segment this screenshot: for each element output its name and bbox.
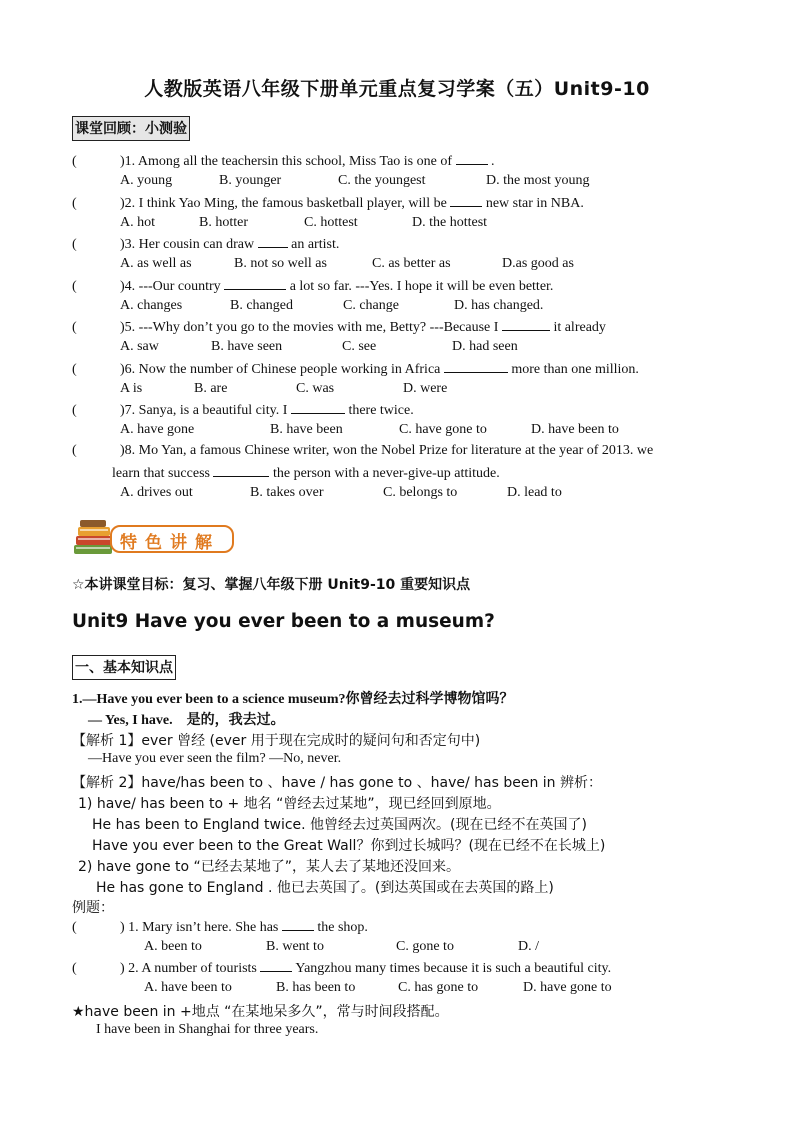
option-d[interactable]: D.as good as — [502, 256, 574, 271]
answer-blank[interactable] — [450, 194, 482, 207]
option-c[interactable]: C. change — [343, 297, 399, 313]
answer-blank[interactable] — [456, 152, 488, 165]
question-text: )8. Mo Yan, a famous Chinese writer, won the Nobel Prize for literature at the year of 2013. we — [120, 442, 654, 458]
example-1-options — [144, 939, 539, 955]
quiz-question — [72, 194, 584, 212]
answer-en: — Yes, I have. — [88, 713, 173, 728]
answer-paren[interactable]: ( — [72, 154, 77, 169]
star-note-example: I have been in Shanghai for three years. — [96, 1022, 319, 1037]
question-text: )1. Among all the teachersin this school, Miss Tao is one of — [120, 154, 452, 169]
option-c[interactable]: C. gone to — [396, 939, 454, 954]
question-tail: an artist. — [291, 237, 340, 252]
feature-banner — [72, 519, 237, 559]
option-c[interactable]: C. as better as — [372, 256, 451, 271]
question-text: )6. Now the number of Chinese people working in Africa — [120, 361, 441, 377]
answer-zh: 是的，我去过。 — [186, 712, 285, 728]
option-b[interactable]: B. changed — [230, 297, 293, 313]
option-a[interactable]: A. as well as — [120, 256, 192, 271]
option-a[interactable]: A. been to — [144, 939, 202, 954]
option-b[interactable]: B. have seen — [211, 339, 283, 354]
question-tail: it already — [553, 320, 606, 335]
unit-heading: Unit9 Have you ever been to a museum? — [72, 611, 495, 632]
answer-blank[interactable] — [213, 464, 269, 477]
lesson-goal: ☆本讲课堂目标：复习、掌握八年级下册 Unit9-10 重要知识点 — [72, 577, 471, 593]
question-tail: . — [491, 154, 495, 169]
option-b[interactable]: B. are — [194, 380, 228, 396]
option-d[interactable]: D. have gone to — [523, 980, 612, 995]
example-question-2: ( ) 2. A number of tourists Yangzhou many times because it is such a beautiful city. — [72, 961, 612, 976]
option-b[interactable]: B. not so well as — [234, 256, 327, 271]
option-a[interactable]: A. drives out — [120, 484, 193, 500]
answer-blank[interactable] — [502, 318, 550, 331]
quiz-question — [72, 360, 639, 378]
question-text: learn that success — [112, 465, 210, 481]
question-tail: the person with a never-give-up attitude. — [272, 465, 500, 481]
option-d[interactable]: D. the hottest — [412, 214, 488, 230]
option-b[interactable]: B. went to — [266, 939, 324, 954]
option-d[interactable]: D. / — [518, 939, 539, 954]
question-tail: a lot so far. ---Yes. I hope it will be even better. — [289, 278, 554, 294]
example-question-2-tail: Yangzhou many times because it is such a beautiful city. — [295, 961, 612, 976]
analysis-1-example: —Have you ever seen the film? —No, never. — [88, 751, 342, 766]
answer-blank[interactable] — [260, 959, 292, 972]
answer-blank[interactable] — [258, 235, 288, 248]
quiz-question — [72, 443, 653, 459]
option-b[interactable]: B. takes over — [250, 484, 324, 500]
option-d[interactable]: D. the most young — [486, 173, 590, 188]
quiz-question — [72, 401, 414, 419]
answer-paren[interactable]: ( — [72, 237, 77, 252]
option-c[interactable]: C. have gone to — [399, 422, 487, 437]
section-heading: 一、基本知识点 — [72, 655, 176, 680]
option-c[interactable]: C. was — [296, 380, 335, 396]
quiz-question — [72, 152, 495, 170]
option-d[interactable]: D. were — [403, 380, 448, 396]
question-continuation — [112, 464, 500, 482]
question-text: )5. ---Why don’t you go to the movies with me, Betty? ---Because I — [120, 320, 499, 335]
point1-question — [72, 688, 513, 708]
rule-1-example-1: He has been to England twice. 他曾经去过英国两次。(现在已经不在英国了) — [92, 817, 587, 833]
quiz-question — [72, 318, 606, 336]
option-c[interactable]: C. has gone to — [398, 980, 479, 995]
example-label: 例题： — [72, 900, 114, 916]
option-d[interactable]: D. had seen — [452, 339, 518, 354]
review-label: 课堂回顾：小测验 — [72, 116, 190, 141]
quiz-question — [72, 277, 553, 295]
option-c[interactable]: C. hottest — [304, 214, 358, 230]
answer-paren[interactable]: ( — [72, 195, 77, 211]
quiz-question — [72, 235, 339, 253]
banner-text: 特色讲解 — [120, 533, 220, 553]
example-question-2-text: ) 2. A number of tourists — [120, 961, 257, 976]
question-text: )7. Sanya, is a beautiful city. I — [120, 403, 288, 418]
answer-blank[interactable] — [444, 360, 508, 373]
analysis-2: 【解析 2】have/has been to 、have / has gone to 、have/ has been in 辨析： — [72, 775, 602, 791]
option-b[interactable]: B. has been to — [276, 980, 356, 995]
option-a[interactable]: A. have been to — [144, 980, 232, 995]
example-question-1-tail: the shop. — [317, 920, 368, 935]
option-a[interactable]: A. saw — [120, 339, 159, 354]
answer-paren[interactable]: ( — [72, 278, 77, 294]
answer-paren[interactable]: ( — [72, 403, 77, 418]
option-c[interactable]: C. belongs to — [383, 484, 458, 500]
option-b[interactable]: B. younger — [219, 173, 282, 188]
answer-blank[interactable] — [282, 918, 314, 931]
question-tail: there twice. — [348, 403, 414, 418]
rule-2-example: He has gone to England . 他已去英国了。(到达英国或在去英国的路上) — [96, 880, 554, 896]
answer-paren[interactable]: ( — [72, 320, 77, 335]
point1-answer — [88, 709, 285, 729]
answer-blank[interactable] — [224, 277, 286, 290]
option-c[interactable]: C. the youngest — [338, 173, 426, 188]
answer-paren[interactable]: ( — [72, 361, 77, 377]
question-tail: new star in NBA. — [485, 195, 584, 211]
option-d[interactable]: D. lead to — [507, 484, 562, 500]
star-note: ★have been in +地点 “在某地呆多久”，常与时间段搭配。 — [72, 1004, 449, 1020]
rule-1-example-2: Have you ever been to the Great Wall？你到过长城吗？(现在已经不在长城上) — [92, 838, 606, 854]
option-d[interactable]: D. have been to — [531, 422, 619, 437]
example-2-options — [144, 980, 612, 996]
answer-paren[interactable]: ( — [72, 442, 77, 458]
example-question-1-text: ) 1. Mary isn’t here. She has — [120, 920, 279, 935]
option-b[interactable]: B. have been — [270, 422, 343, 437]
example-question-1: ( ) 1. Mary isn’t here. She has the shop. — [72, 920, 368, 935]
answer-blank[interactable] — [291, 401, 345, 414]
question-text: )3. Her cousin can draw — [120, 237, 255, 252]
question-en: 1.—Have you ever been to a science museum? — [72, 692, 346, 707]
option-b[interactable]: B. hotter — [199, 214, 248, 230]
question-tail: more than one million. — [511, 361, 639, 377]
option-d[interactable]: D. has changed. — [454, 297, 544, 313]
option-c[interactable]: C. see — [342, 339, 377, 354]
rule-2: 2) have gone to “已经去某地了”，某人去了某地还没回来。 — [78, 859, 461, 875]
option-a[interactable]: A. young — [120, 173, 173, 188]
option-a[interactable]: A. hot — [120, 214, 155, 230]
rule-1: 1) have/ has been to + 地名 “曾经去过某地”，现已经回到原地。 — [78, 796, 501, 812]
question-text: )4. ---Our country — [120, 278, 221, 294]
analysis-1: 【解析 1】ever 曾经 (ever 用于现在完成时的疑问句和否定句中) — [72, 733, 481, 749]
option-a[interactable]: A. have gone — [120, 422, 195, 437]
question-text: )2. I think Yao Ming, the famous basketball player, will be — [120, 195, 447, 211]
question-zh: 你曾经去过科学博物馆吗？ — [345, 691, 514, 707]
option-a[interactable]: A is — [120, 380, 143, 396]
option-a[interactable]: A. changes — [120, 297, 183, 313]
page-title: 人教版英语八年级下册单元重点复习学案（五）Unit9-10 — [144, 78, 650, 100]
